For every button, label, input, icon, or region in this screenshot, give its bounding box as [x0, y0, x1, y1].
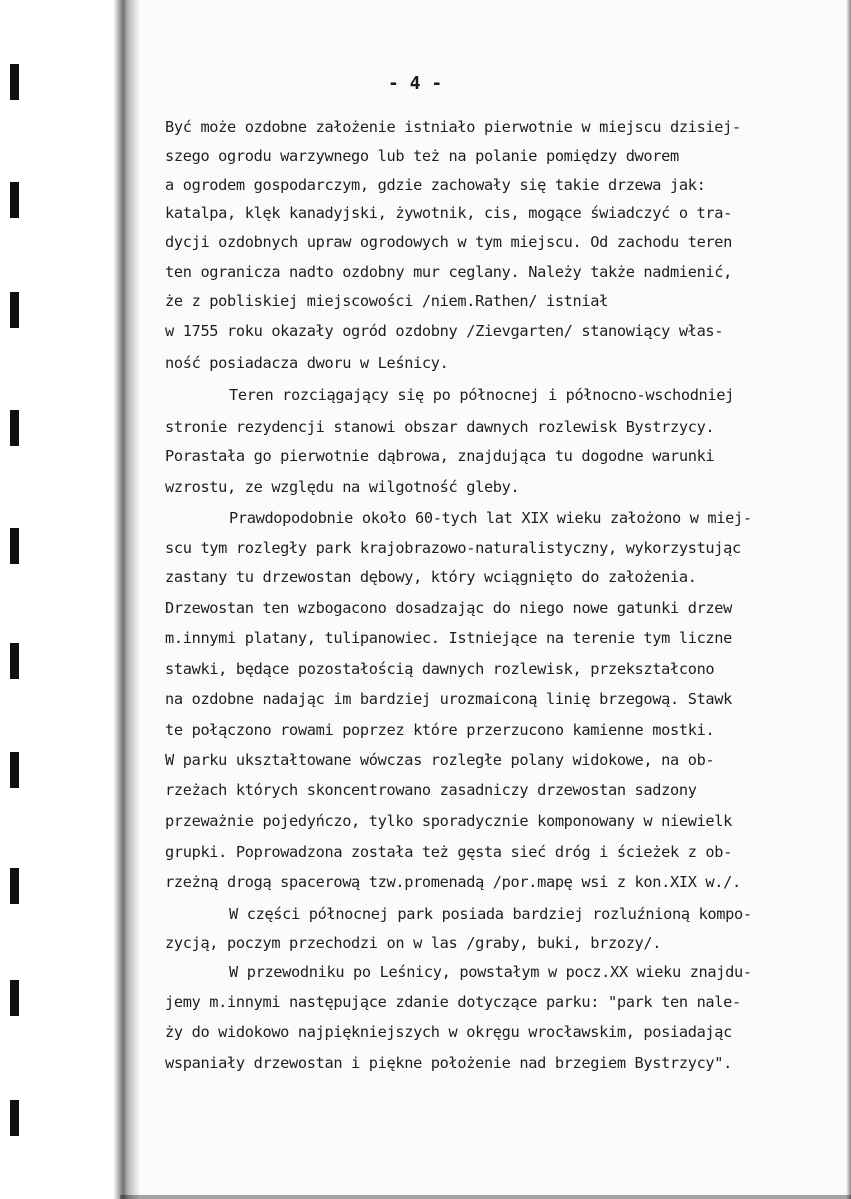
- text-line: zycją, poczym przechodzi on w las /graby, buki, brzozy/.: [165, 934, 662, 952]
- margin-tick-mark: [10, 1100, 19, 1136]
- text-line: te połączono rowami poprzez które przerzucono kamienne mostki.: [165, 721, 715, 739]
- margin-tick-mark: [10, 868, 19, 904]
- paragraph-start-line: W części północnej park posiada bardziej rozluźnioną kompo-: [229, 905, 752, 923]
- text-line: grupki. Poprowadzona została też gęsta sieć dróg i ścieżek z ob-: [165, 843, 733, 861]
- text-line: zastany tu drzewostan dębowy, który wciągnięto do założenia.: [165, 568, 697, 586]
- text-line: Porastała go pierwotnie dąbrowa, znajdująca tu dogodne warunki: [165, 447, 715, 465]
- margin-tick-mark: [10, 980, 19, 1016]
- text-line: a ogrodem gospodarczym, gdzie zachowały się takie drzewa jak:: [165, 176, 706, 194]
- margin-tick-mark: [10, 182, 19, 218]
- text-line: wspaniały drzewostan i piękne położenie nad brzegiem Bystrzycy".: [165, 1054, 733, 1072]
- text-line: ność posiadacza dworu w Leśnicy.: [165, 354, 449, 372]
- text-line: szego ogrodu warzywnego lub też na polanie pomiędzy dworem: [165, 147, 679, 165]
- text-line: dycji ozdobnych upraw ogrodowych w tym miejscu. Od zachodu teren: [165, 233, 733, 251]
- text-line: ży do widokowo najpiękniejszych w okręgu wrocławskim, posiadając: [165, 1023, 733, 1041]
- text-line: ten ogranicza nadto ozdobny mur ceglany. Należy także nadmienić,: [165, 263, 733, 281]
- margin-tick-mark: [10, 643, 19, 679]
- paragraph-start-line: W przewodniku po Leśnicy, powstałym w pocz.XX wieku znajdu-: [229, 963, 752, 981]
- text-line: stawki, będące pozostałością dawnych rozlewisk, przekształcono: [165, 660, 715, 678]
- margin-tick-mark: [10, 410, 19, 446]
- text-line: że z pobliskiej miejscowości /niem.Rathen/ istniał: [165, 292, 608, 310]
- text-line: rzeżną drogą spacerową tzw.promenadą /por.mapę wsi z kon.XIX w./.: [165, 873, 741, 891]
- text-line: na ozdobne nadając im bardziej urozmaiconą linię brzegową. Stawk: [165, 690, 733, 708]
- text-line: w 1755 roku okazały ogród ozdobny /Zievgarten/ stanowiący włas-: [165, 322, 724, 340]
- text-line: m.innymi platany, tulipanowiec. Istniejące na terenie tym liczne: [165, 629, 733, 647]
- paragraph-start-line: Prawdopodobnie około 60-tych lat XIX wieku założono w miej-: [229, 509, 752, 527]
- margin-tick-mark: [10, 752, 19, 788]
- margin-tick-mark: [10, 64, 19, 100]
- text-line: stronie rezydencji stanowi obszar dawnych rozlewisk Bystrzycy.: [165, 418, 715, 436]
- text-line: scu tym rozległy park krajobrazowo-naturalistyczny, wykorzystując: [165, 539, 741, 557]
- margin-tick-mark: [10, 292, 19, 328]
- text-line: rzeżach których skoncentrowano zasadniczy drzewostan sadzony: [165, 781, 697, 799]
- page-right-edge: [846, 0, 851, 1199]
- text-line: jemy m.innymi następujące zdanie dotyczące parku: "park ten nale-: [165, 993, 741, 1011]
- page-bottom-edge: [120, 1195, 851, 1199]
- page-fold-shadow: [114, 0, 140, 1199]
- text-line: W parku ukształtowane wówczas rozległe polany widokowe, na ob-: [165, 751, 715, 769]
- text-line: katalpa, klęk kanadyjski, żywotnik, cis, mogące świadczyć o tra-: [165, 204, 733, 222]
- text-line: przeważnie pojedyńczo, tylko sporadycznie komponowany w niewielk: [165, 812, 733, 830]
- margin-tick-mark: [10, 528, 19, 564]
- left-margin-strip: [0, 0, 122, 1199]
- text-line: Drzewostan ten wzbogacono dosadzając do niego nowe gatunki drzew: [165, 599, 733, 617]
- page-number: - 4 -: [388, 73, 443, 94]
- text-line: Być może ozdobne założenie istniało pierwotnie w miejscu dzisiej-: [165, 118, 741, 136]
- text-line: wzrostu, ze względu na wilgotność gleby.: [165, 478, 520, 496]
- paragraph-start-line: Teren rozciągający się po północnej i północno-wschodniej: [229, 386, 734, 404]
